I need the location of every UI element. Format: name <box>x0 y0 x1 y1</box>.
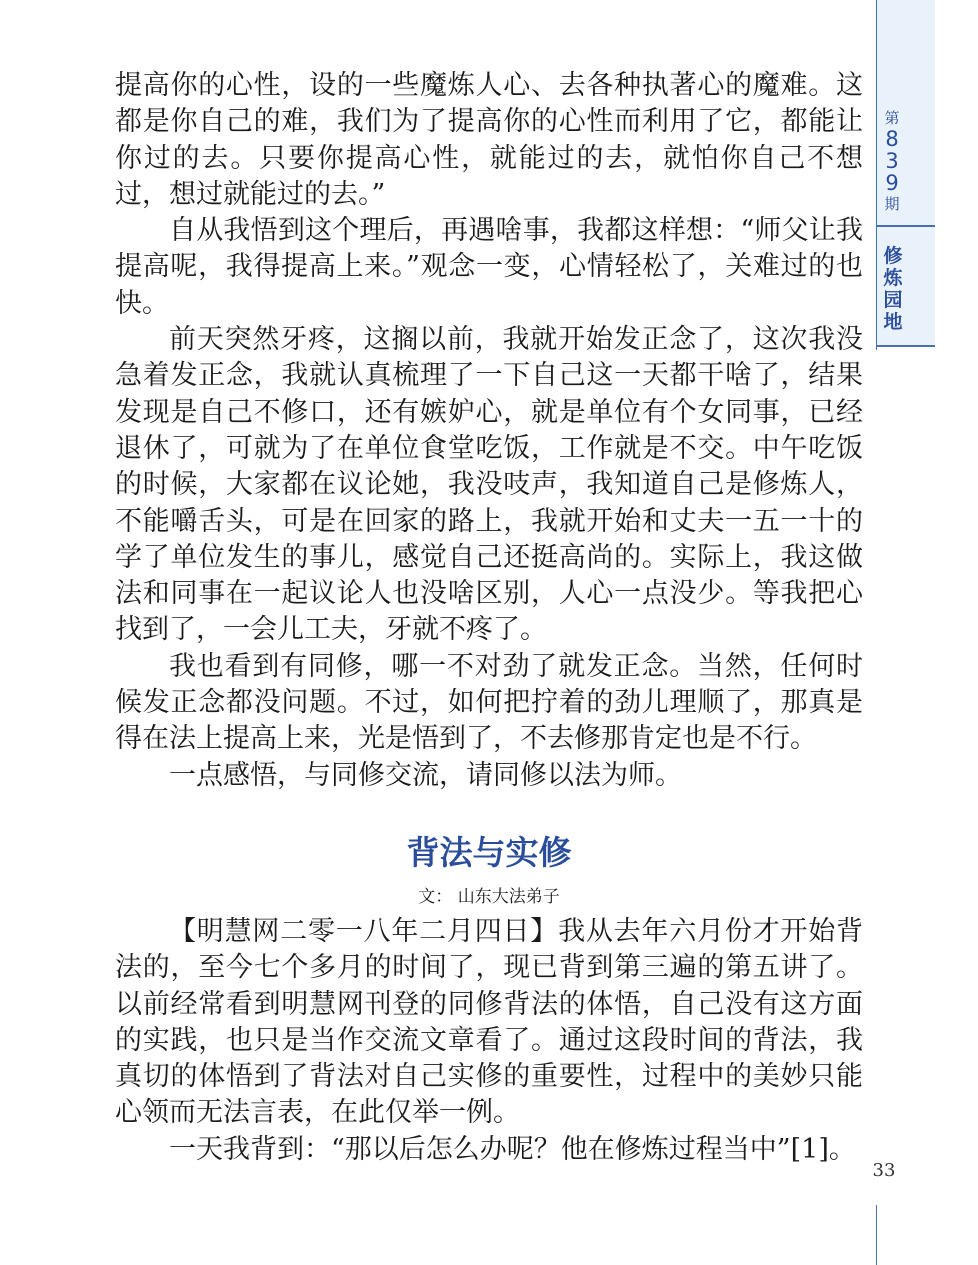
sidebar-divider-1 <box>877 225 935 227</box>
paragraph: 【明慧网二零一八年二月四日】我从去年六月份才开始背法的，至今七个多月的时间了，现已背到第三遍的第五讲了。以前经常看到明慧网刊登的同修背法的体悟，自己没有这方面的实践，也只是当作交流文章看了。通过这段时间的背法，我真切的体悟到了背法对自己实修的重要性，过程中的美妙只能心领而无法言表，在此仅举一例。 <box>115 915 863 1129</box>
sidebar-rule-bottom <box>876 1205 877 1265</box>
section-label: 修炼园地 <box>883 245 903 333</box>
issue-prefix: 第 <box>884 109 900 127</box>
article-title: 背法与实修 <box>406 832 572 872</box>
paragraph: 自从我悟到这个理后，再遇啥事，我都这样想：“师父让我提高呢，我得提高上来。”观念一变，心情轻松了，关难过的也快。 <box>115 215 863 319</box>
issue-label <box>877 108 907 214</box>
paragraph: 提高你的心性，设的一些魔炼人心、去各种执著心的魔难。这都是你自己的难，我们为了提高你的心性而利用了它，都能让你过的去。只要你提高心性，就能过的去，就怕你自己不想过，想过就能过的去。” <box>115 70 863 210</box>
sidebar-divider-2 <box>877 345 935 347</box>
paragraph: 一天我背到：“那以后怎么办呢？他在修炼过程当中”[1]。 <box>169 1133 856 1165</box>
paragraph: 一点感悟，与同修交流，请同修以法为师。 <box>169 759 682 791</box>
page-number: 33 <box>872 1160 896 1181</box>
page-content <box>115 68 863 1168</box>
issue-number: 839 <box>885 127 899 195</box>
article-byline: 文： 山东大法弟子 <box>418 886 560 907</box>
paragraph: 我也看到有同修，哪一不对劲了就发正念。当然，任何时候发正念都没问题。不过，如何把拧着的劲儿理顺了，那真是得在法上提高上来，光是悟到了，不去修那肯定也是不行。 <box>115 650 863 755</box>
issue-suffix: 期 <box>884 195 900 213</box>
paragraph: 前天突然牙疼，这搁以前，我就开始发正念了，这次我没急着发正念，我就认真梳理了一下自己这一天都干啥了，结果发现是自己不修口，还有嫉妒心，就是单位有个女同事，已经退休了，可就为了在单位食堂吃饭，工作就是不交。中午吃饭的时候，大家都在议论她，我没吱声，我知道自己是修炼人，不能嚼舌头，可是在回家的路上，我就开始和丈夫一五一十的学了单位发生的事儿，感觉自己还挺高尚的。实际上，我这做法和同事在一起议论人也没啥区别，人心一点没少。等我把心找到了，一会儿工夫，牙就不疼了。 <box>115 324 863 646</box>
